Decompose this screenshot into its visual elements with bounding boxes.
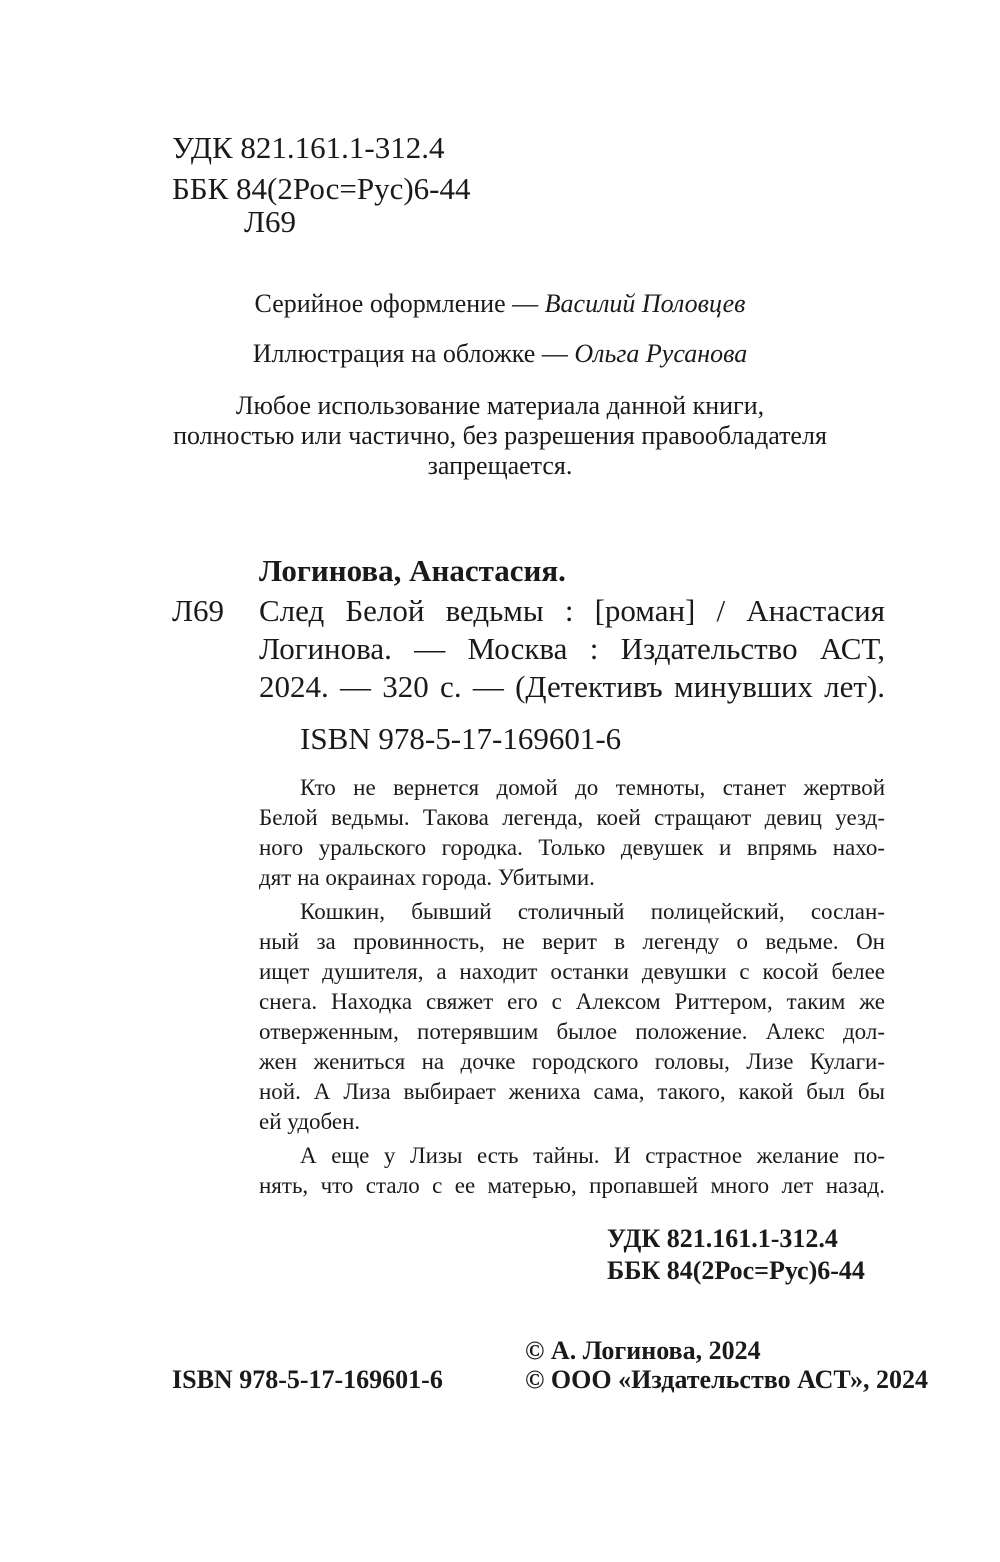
copyright-notice-line-3: запрещается. xyxy=(427,451,573,480)
annotation-line-2: Белой ведьмы. Такова легенда, коей стращают девиц уезд- xyxy=(259,805,885,830)
annotation-line-14: нять, что стало с ее матерью, пропавшей много лет назад. xyxy=(259,1173,885,1198)
series-design-name: Василий Половцев xyxy=(544,289,746,318)
annotation-line-10: жен жениться на дочке городского головы, Лизе Кулаги- xyxy=(259,1049,885,1074)
cover-illustration-credit xyxy=(150,339,850,369)
bbk-code: ББК 84(2Рос=Рус)6-44 xyxy=(172,171,471,206)
series-design-credit xyxy=(150,289,850,319)
annotation-line-5: Кошкин, бывший столичный полицейский, сослан- xyxy=(300,899,885,924)
footer-udk-code: УДК 821.161.1-312.4 xyxy=(607,1224,838,1253)
cover-illustration-name: Ольга Русанова xyxy=(574,339,748,368)
series-design-label: Серийное оформление — xyxy=(254,289,539,318)
author-mark: Л69 xyxy=(244,204,297,239)
annotation-line-7: ищет душителя, а находит останки девушки с косой белее xyxy=(259,959,885,984)
annotation-line-6: ный за провинность, не верит в легенду о ведьме. Он xyxy=(259,929,885,954)
footer-isbn: ISBN 978-5-17-169601-6 xyxy=(172,1365,443,1394)
catalog-mark: Л69 xyxy=(172,593,225,628)
udk-code: УДК 821.161.1-312.4 xyxy=(172,130,445,165)
catalog-line-2: Логинова. — Москва : Издательство АСТ, xyxy=(259,631,885,666)
annotation-line-12: ей удобен. xyxy=(259,1109,361,1134)
footer-bbk-code: ББК 84(2Рос=Рус)6-44 xyxy=(607,1256,865,1285)
catalog-line-3: 2024. — 320 с. — (Детективъ минувших лет). xyxy=(259,669,885,704)
annotation-line-11: ной. А Лиза выбирает жениха сама, такого, какой был бы xyxy=(259,1079,885,1104)
copyright-notice-line-2: полностью или частично, без разрешения правообладателя xyxy=(173,421,827,450)
annotation-line-13: А еще у Лизы есть тайны. И страстное желание по- xyxy=(300,1143,885,1168)
copyright-publisher: © ООО «Издательство АСТ», 2024 xyxy=(525,1365,929,1394)
catalog-line-1: След Белой ведьмы : [роман] / Анастасия xyxy=(259,593,885,628)
copyright-author: © А. Логинова, 2024 xyxy=(525,1336,761,1365)
annotation-line-1: Кто не вернется домой до темноты, станет жертвой xyxy=(300,775,885,800)
annotation-line-3: ного уральского городка. Только девушек и впрямь нахо- xyxy=(259,835,885,860)
cover-illustration-label: Иллюстрация на обложке — xyxy=(252,339,568,368)
annotation-line-9: отверженным, потерявшим былое положение. Алекс дол- xyxy=(259,1019,885,1044)
catalog-author: Логинова, Анастасия. xyxy=(259,553,566,588)
catalog-isbn: ISBN 978-5-17-169601-6 xyxy=(300,721,622,756)
annotation-line-4: дят на окраинах города. Убитыми. xyxy=(259,865,595,890)
annotation-line-8: снега. Находка свяжет его с Алексом Риттером, таким же xyxy=(259,989,885,1014)
copyright-notice-line-1: Любое использование материала данной книги, xyxy=(235,391,765,420)
